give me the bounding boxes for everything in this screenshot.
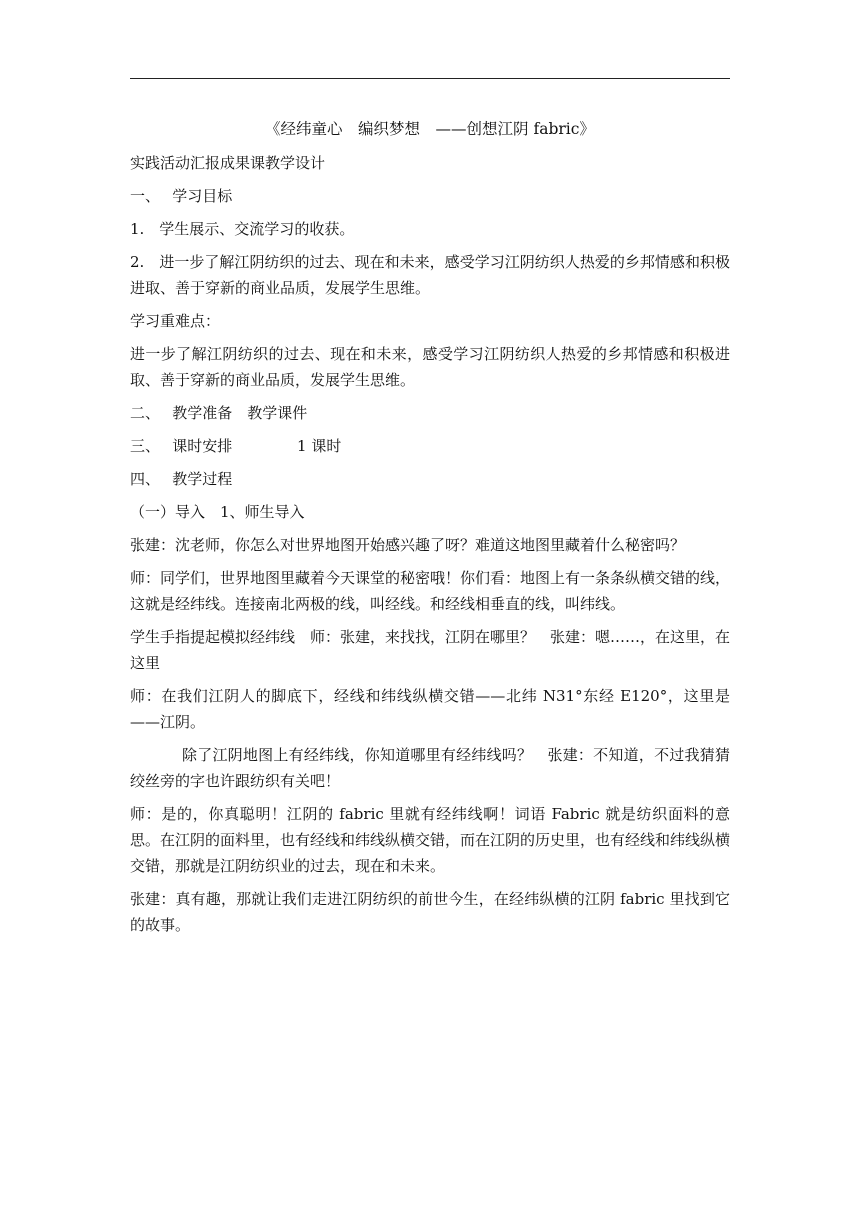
dialogue-paragraph: 学生手指提起模拟经纬线 师：张建，来找找，江阴在哪里？ 张建：嗯……，在这里，在这里 (130, 628, 731, 672)
document-title: 《经纬童心 编织梦想 ——创想江阴 fabric》 (265, 120, 595, 138)
subtitle-line: 实践活动汇报成果课教学设计 (130, 154, 326, 172)
dialogue-paragraph: 张建：沈老师，你怎么对世界地图开始感兴趣了呀？难道这地图里藏着什么秘密吗？ (130, 536, 686, 554)
goal-item-1: 1. 学生展示、交流学习的收获。 (130, 220, 355, 238)
section-heading-process: 四、 教学过程 (130, 470, 233, 488)
section-heading-preparation: 二、 教学准备 教学课件 (130, 404, 308, 422)
dialogue-paragraph: 张建：真有趣，那就让我们走进江阴纺织的前世今生，在经纬纵横的江阴 fabric 里找到它的故事。 (130, 890, 730, 934)
section-heading-schedule: 三、 课时安排 1 课时 (130, 437, 342, 455)
dialogue-paragraph: 师：在我们江阴人的脚底下，经线和纬线纵横交错——北纬 N31°东经 E120°，这里是——江阴。 (130, 687, 730, 731)
subsection-heading-intro: （一）导入 1、师生导入 (130, 503, 305, 521)
section-heading-goals: 一、 学习目标 (130, 187, 233, 205)
dialogue-paragraph: 师：同学们，世界地图里藏着今天课堂的秘密哦！你们看：地图上有一条条纵横交错的线，这就是经纬线。连接南北两极的线，叫经线。和经线相垂直的线，叫纬线。 (130, 569, 731, 613)
header-rule (130, 78, 730, 79)
key-points-heading: 学习重难点： (130, 312, 221, 330)
dialogue-paragraph: 师：是的，你真聪明！江阴的 fabric 里就有经纬线啊！词语 Fabric 就是纺织面料的意思。在江阴的面料里，也有经线和纬线纵横交错，而在江阴的历史里，也有经线和纬线纵横交错，那就是江阴纺织业的过去，现在和未来。 (130, 805, 731, 875)
dialogue-paragraph: 除了江阴地图上有经纬线，你知道哪里有经纬线吗？ 张建：不知道，不过我猜猜绞丝旁的字也许跟纺织有关吧！ (130, 746, 730, 790)
key-points-text: 进一步了解江阴纺织的过去、现在和未来，感受学习江阴纺织人热爱的乡邦情感和积极进取、善于穿新的商业品质，发展学生思维。 (130, 345, 730, 389)
document-body (130, 116, 730, 945)
goal-item-2: 2. 进一步了解江阴纺织的过去、现在和未来，感受学习江阴纺织人热爱的乡邦情感和积极进取、善于穿新的商业品质，发展学生思维。 (130, 253, 730, 297)
